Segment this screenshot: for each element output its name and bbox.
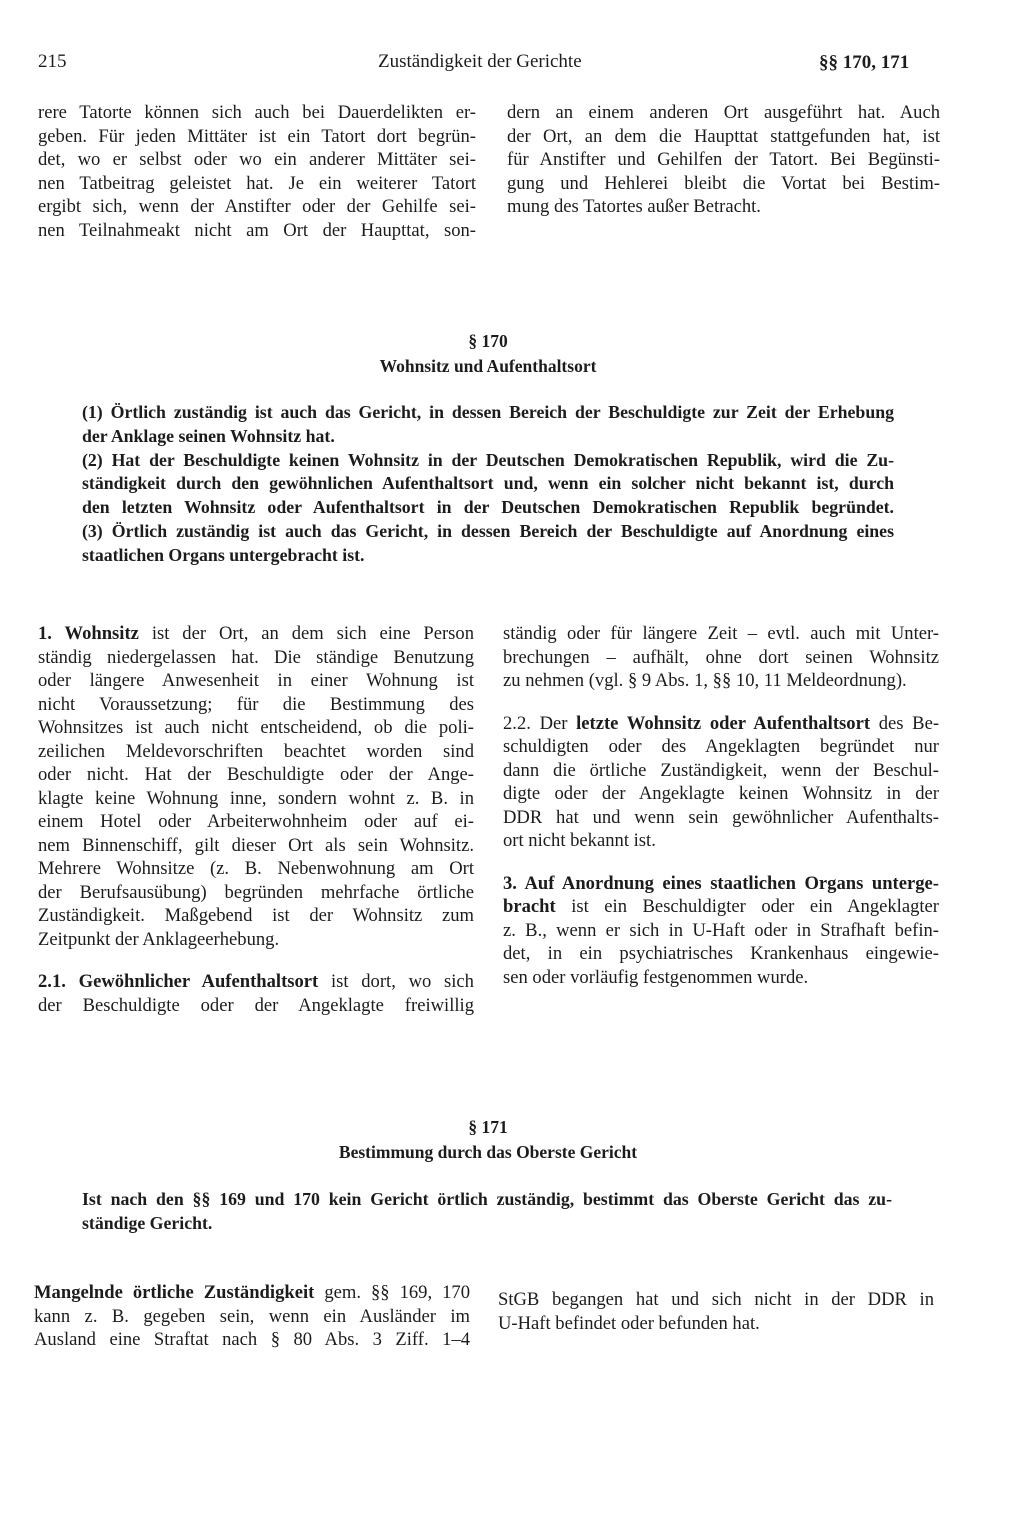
text-line: Mehrere Wohnsitze (z. B. Nebenwohnung am Ort — [38, 858, 474, 879]
text-line: gung und Hehlerei bleibt die Vortat bei Bestim- — [507, 172, 940, 194]
text-line: nem Binnenschiff, gilt dieser Ort als sein Wohnsitz. — [38, 834, 474, 856]
section-171-title: Bestimmung durch das Oberste Gericht — [338, 1142, 638, 1162]
text-line: ort nicht bekannt ist. — [503, 830, 656, 851]
section-171-commentary-right — [498, 1288, 934, 1335]
intro-left-column — [38, 101, 476, 242]
text-line: Mangelnde örtliche Zuständigkeit gem. §§ 169, 170 — [34, 1282, 471, 1303]
note-heading: bracht — [503, 896, 556, 917]
statute-line: der Anklage seinen Wohnsitz hat. — [82, 425, 335, 446]
intro-right-column — [507, 101, 940, 219]
text-line: rere Tatorte können sich auch bei Dauerdelikten er- — [38, 102, 476, 123]
statute-line: (3) Örtlich zuständig ist auch das Gericht, in dessen Bereich der Beschuldigte auf Anordnung eines — [82, 520, 894, 541]
text-line: nicht Voraussetzung; für die Bestimmung des — [38, 693, 474, 715]
note-heading: 3. Auf Anordnung eines staatlichen Organs unterge- — [503, 872, 939, 894]
text-line: ständig niedergelassen hat. Die ständige Benutzung — [38, 646, 474, 668]
note-heading: 1. Wohnsitz — [38, 623, 139, 644]
section-170-number: § 170 — [468, 331, 508, 351]
section-170-statute — [82, 401, 894, 568]
section-170-commentary-right — [503, 622, 939, 989]
text-line: 1. Wohnsitz ist der Ort, an dem sich eine Person — [38, 623, 475, 644]
text-line: nen Teilnahmeakt nicht am Ort der Haupttat, son- — [38, 219, 476, 241]
text-line: Wohnsitzes ist auch nicht entscheidend, ob die poli- — [38, 717, 474, 738]
text-line: der Berufsausübung) begründen mehrfache örtliche — [38, 881, 474, 903]
text-line: kann z. B. gegeben sein, wenn ein Ausländer im — [34, 1305, 470, 1327]
statute-line: ständige Gericht. — [82, 1212, 213, 1233]
running-title: Zuständigkeit der Gerichte — [378, 51, 582, 72]
commentary-note-2-1-continued — [503, 622, 939, 693]
text-line: StGB begangen hat und sich nicht in der DDR in — [498, 1289, 934, 1310]
text-line: Ausland eine Straftat nach § 80 Abs. 3 Ziff. 1–4 — [34, 1329, 470, 1350]
page-number: 215 — [38, 51, 67, 72]
text-line: det, in ein psychiatrisches Krankenhaus eingewie- — [503, 943, 939, 964]
text-line: det, wo er selbst oder wo ein anderer Mittäter sei- — [38, 149, 476, 170]
text-line: oder längere Anwesenheit in einer Wohnung ist — [38, 670, 474, 691]
text-line: U-Haft befindet oder befunden hat. — [498, 1312, 760, 1334]
note-heading: 2.1. Gewöhnlicher Aufenthaltsort — [38, 971, 319, 992]
text-line: bracht ist ein Beschuldigter oder ein Angeklagter — [503, 896, 939, 917]
text-line: brechungen – aufhält, ohne dort seinen Wohnsitz — [503, 646, 939, 668]
statute-line: den letzten Wohnsitz oder Aufenthaltsort in der Deutschen Demokratischen Republik begründet. — [82, 497, 894, 518]
text-line: 2.1. Gewöhnlicher Aufenthaltsort ist dort, wo sich — [38, 971, 474, 992]
commentary-note-2-2 — [503, 712, 939, 853]
text-line: ergibt sich, wenn der Anstifter oder der Gehilfe sei- — [38, 196, 476, 217]
text-line: oder nicht. Hat der Beschuldigte oder der Ange- — [38, 764, 474, 785]
statute-line: (1) Örtlich zuständig ist auch das Gericht, in dessen Bereich der Beschuldigte zur Zeit der Erhebung — [82, 402, 894, 422]
statute-line: (2) Hat der Beschuldigte keinen Wohnsitz in der Deutschen Demokratischen Republik, wird die Zu- — [82, 449, 894, 470]
text-line: geben. Für jeden Mittäter ist ein Tatort dort begrün- — [38, 125, 476, 147]
commentary-note-3 — [503, 872, 939, 990]
text-line: zeilichen Meldevorschriften beachtet worden sind — [38, 740, 474, 762]
statute-line: Ist nach den §§ 169 und 170 kein Gericht örtlich zuständig, bestimmt das Oberste Gericht das zu- — [82, 1189, 892, 1209]
section-170-commentary-left — [38, 622, 474, 1017]
text-line: digte oder der Angeklagte keinen Wohnsitz in der — [503, 783, 939, 804]
section-171-commentary-left — [34, 1281, 470, 1352]
statute-line: ständigkeit durch den gewöhnlichen Aufenthaltsort und, wenn ein solcher nicht bekannt ist, durch — [82, 473, 894, 494]
header-section-refs: §§ 170, 171 — [819, 52, 910, 73]
text-line: mung des Tatortes außer Betracht. — [507, 196, 761, 217]
text-line: Zeitpunkt der Anklageerhebung. — [38, 928, 280, 950]
text-line: 2.2. Der letzte Wohnsitz oder Aufenthaltsort des Be- — [503, 712, 940, 734]
text-line: dann die örtliche Zuständigkeit, wenn der Beschul- — [503, 759, 939, 781]
commentary-note-1 — [38, 622, 474, 951]
text-line: ständig oder für längere Zeit – evtl. auch mit Unter- — [503, 623, 939, 644]
commentary-note-2-1 — [38, 970, 474, 1017]
section-170-title: Wohnsitz und Aufenthaltsort — [379, 356, 597, 376]
text-line: nen Tatbeitrag geleistet hat. Je ein weiterer Tatort — [38, 172, 476, 194]
text-line: schuldigten oder des Angeklagten begründet nur — [503, 736, 939, 757]
text-line: zu nehmen (vgl. § 9 Abs. 1, §§ 10, 11 Meldeordnung). — [503, 670, 907, 691]
text-line: Zuständigkeit. Maßgebend ist der Wohnsitz zum — [38, 905, 474, 926]
text-line: einem Hotel oder Arbeiterwohnheim oder auf ei- — [38, 811, 474, 832]
text-line: DDR hat und wenn sein gewöhnlicher Aufenthalts- — [503, 806, 939, 828]
text-line: sen oder vorläufig festgenommen wurde. — [503, 966, 809, 988]
note-heading: letzte Wohnsitz oder Aufenthaltsort — [576, 712, 871, 734]
section-171-number: § 171 — [468, 1117, 508, 1137]
text-line: z. B., wenn er sich in U-Haft oder in Strafhaft befin- — [503, 919, 939, 941]
statute-line: staatlichen Organs untergebracht ist. — [82, 544, 365, 565]
text-line: für Anstifter und Gehilfen der Tatort. Bei Begünsti- — [507, 149, 940, 170]
text-line: dern an einem anderen Ort ausgeführt hat. Auch — [507, 102, 940, 123]
section-171-statute — [82, 1188, 892, 1236]
text-line: der Ort, an dem die Haupttat stattgefunden hat, ist — [507, 125, 940, 147]
text-line: der Beschuldigte oder der Angeklagte freiwillig — [38, 994, 474, 1016]
text-line: klagte keine Wohnung inne, sondern wohnt z. B. in — [38, 787, 474, 809]
note-heading: Mangelnde örtliche Zuständigkeit — [34, 1282, 315, 1303]
